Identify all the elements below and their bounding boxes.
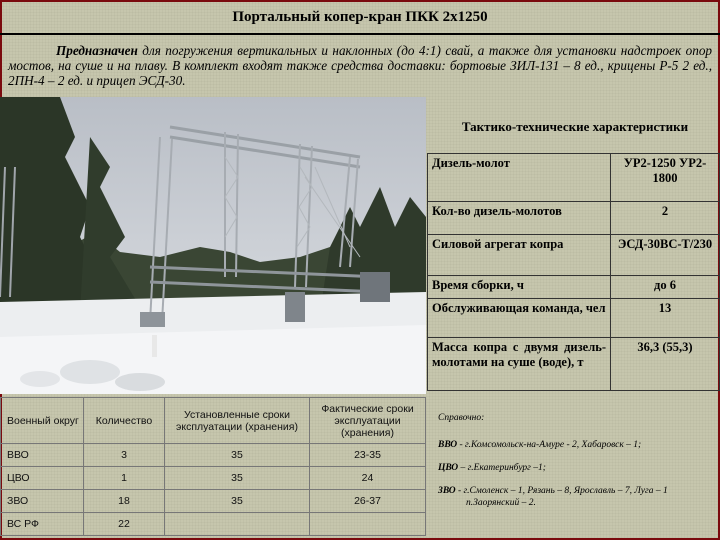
spec-label: Обслуживающая команда, чел: [428, 299, 611, 338]
planned-cell: 35: [165, 490, 310, 513]
planned-cell: 35: [165, 444, 310, 467]
table-header-row: [1, 398, 426, 444]
spec-label: Дизель-молот: [428, 154, 611, 202]
intro-lead: Предназначен: [56, 43, 138, 58]
table-row: [1, 513, 426, 536]
table-row: [1, 467, 426, 490]
title-divider: [0, 33, 720, 35]
district-cell: ЗВО: [1, 490, 84, 513]
spec-value: 2: [611, 202, 720, 235]
actual-cell: [310, 513, 426, 536]
district-cell: ЦВО: [1, 467, 84, 490]
intro-text: для погружения вертикальных и наклонных (до 4:1) свай, а также для установки надстроек опор мостов, на суше и на плаву. В комплект входят также средства доставки: бортовые ЗИЛ-131 – 8 ед., крицены Р-5 2 ед., 2ПН-4 – 2 ед. и прицеп ЭСД-30.: [8, 43, 713, 88]
reference-key: ЗВО: [438, 486, 456, 496]
table-row: [1, 490, 426, 513]
column-header: Фактические сроки эксплуатации (хранения): [310, 398, 426, 444]
reference-key: ВВО: [438, 440, 458, 450]
reference-note: [438, 412, 716, 520]
distribution-table: [0, 397, 426, 536]
spec-value: ЭСД-30ВС-Т/230: [611, 235, 720, 276]
table-row: [428, 299, 720, 338]
table-row: [428, 338, 720, 391]
planned-cell: [165, 513, 310, 536]
table-row: [428, 202, 720, 235]
count-cell: 3: [84, 444, 165, 467]
table-row: [1, 444, 426, 467]
count-cell: 18: [84, 490, 165, 513]
spec-value: УР2-1250 УР2-1800: [611, 154, 720, 202]
reference-item: [438, 462, 716, 474]
reference-key: ЦВО: [438, 463, 459, 473]
spec-value: 13: [611, 299, 720, 338]
table-row: [428, 154, 720, 202]
column-header: Количество: [84, 398, 165, 444]
reference-item: [438, 485, 716, 509]
specs-table: [427, 153, 720, 391]
column-header: Военный округ: [1, 398, 84, 444]
spec-value: 36,3 (55,3): [611, 338, 720, 391]
column-header: Установленные сроки эксплуатации (хранения): [165, 398, 310, 444]
actual-cell: 23-35: [310, 444, 426, 467]
reference-text: - г.Смоленск – 1, Рязань – 8, Ярославль – 7, Луга – 1 п.Заорянский – 2.: [455, 486, 668, 508]
reference-text: – г.Екатеринбург –1;: [458, 463, 546, 473]
specs-title: Тактико-технические характеристики: [461, 119, 689, 134]
reference-header: Справочно:: [438, 413, 485, 423]
district-cell: ВС РФ: [1, 513, 84, 536]
spec-label: Силовой агрегат копра: [428, 235, 611, 276]
reference-text: - г.Комсомольск-на-Амуре - 2, Хабаровск – 1;: [457, 440, 642, 450]
crane-photo: [0, 97, 426, 394]
page-title: Портальный копер-кран ПКК 2х1250: [232, 9, 488, 25]
district-cell: ВВО: [1, 444, 84, 467]
spec-value: до 6: [611, 276, 720, 299]
actual-cell: 24: [310, 467, 426, 490]
count-cell: 1: [84, 467, 165, 490]
table-row: [428, 276, 720, 299]
count-cell: 22: [84, 513, 165, 536]
spec-label: Кол-во дизель-молотов: [428, 202, 611, 235]
actual-cell: 26-37: [310, 490, 426, 513]
reference-item: [438, 439, 716, 451]
spec-label: Масса копра с двумя дизель-молотами на суше (воде), т: [428, 338, 611, 391]
intro-paragraph: [8, 43, 712, 88]
planned-cell: 35: [165, 467, 310, 490]
table-row: [428, 235, 720, 276]
spec-label: Время сборки, ч: [428, 276, 611, 299]
